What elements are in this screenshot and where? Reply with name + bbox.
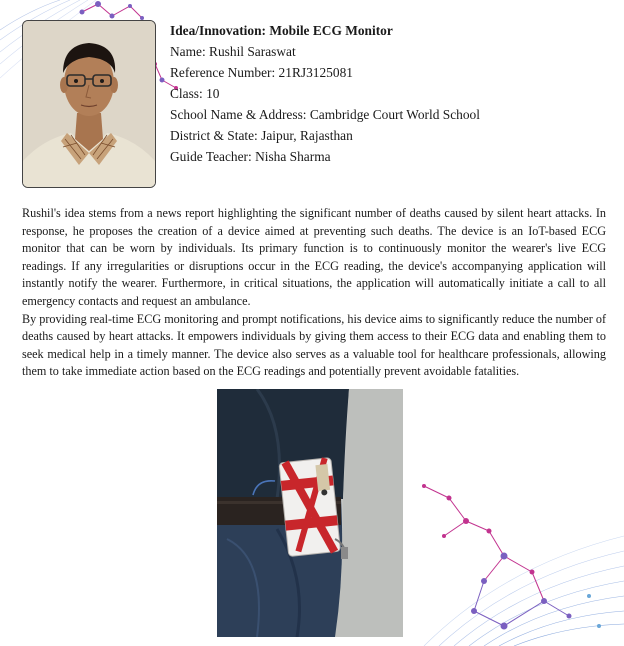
school-name-address: School Name & Address: Cambridge Court World School <box>170 107 480 122</box>
student-name: Name: Rushil Saraswat <box>170 44 296 59</box>
class: Class: 10 <box>170 86 220 101</box>
reference-number: Reference Number: 21RJ3125081 <box>170 65 353 80</box>
student-portrait <box>22 20 156 188</box>
device-photo <box>217 389 403 637</box>
district-state: District & State: Jaipur, Rajasthan <box>170 128 353 143</box>
description-paragraph-1: Rushil's idea stems from a news report highlighting the significant number of deaths caused by silent heart attacks. In response, he proposes the creation of a device aimed at preventing such deaths. The device is an IoT-based ECG monitor that can be worn by individuals. Its primary function is to continuously monitor the wearer's live ECG readings. If any irregularities or disruptions occur in the ECG reading, the device's accompanying application will instantly notify the wearer. Furthermore, in critical situations, the application will automatically initiate a call to all emergency contacts and request an ambulance. <box>22 206 606 308</box>
idea-description <box>22 205 606 381</box>
description-paragraph-2: By providing real-time ECG monitoring and prompt notifications, his device aims to significantly reduce the number of deaths caused by heart attacks. It empowers individuals by giving them access to their ECG data and enabling them to seek medical help in a timely manner. The device also serves as a valuable tool for healthcare professionals, allowing them to take immediate action based on the ECG readings and potentially prevent avoidable fatalities. <box>22 311 606 379</box>
idea-title: Idea/Innovation: Mobile ECG Monitor <box>170 23 393 38</box>
profile-details <box>170 20 480 167</box>
guide-teacher: Guide Teacher: Nisha Sharma <box>170 149 331 164</box>
molecule-decoration-bottom-right <box>394 476 624 646</box>
